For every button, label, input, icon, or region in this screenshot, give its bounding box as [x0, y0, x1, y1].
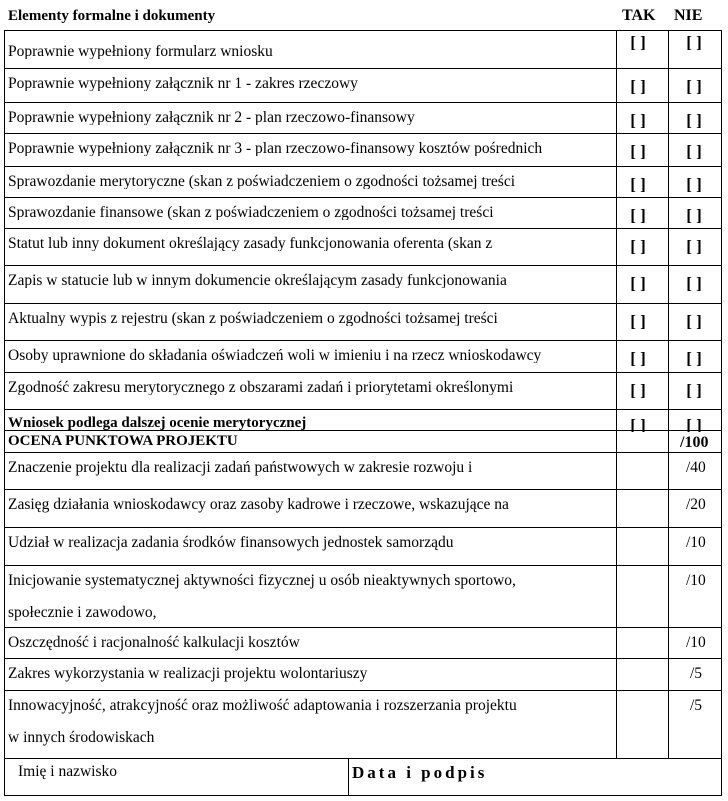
formal-item-row [4, 68, 722, 102]
formal-item-row [4, 303, 722, 340]
scoring-total: /100 [680, 434, 709, 451]
grid-line [348, 758, 349, 796]
no-checkbox[interactable]: [ ] [686, 312, 702, 331]
scoring-item-label: Znaczenie projektu dla realizacji zadań państwowych w zakresie rozwoju i [8, 459, 473, 476]
scoring-item-label-cont: społecznie i zawodowo, [8, 604, 157, 621]
scoring-item-label: Inicjowanie systematycznej aktywności fizycznej u osób nieaktywnych sportowo, [8, 572, 516, 589]
yes-checkbox[interactable]: [ ] [630, 175, 646, 194]
evaluation-form [4, 6, 722, 796]
scoring-item-row [4, 452, 722, 489]
formal-item-label: Poprawnie wypełniony załącznik nr 3 - plan rzeczowo-finansowy kosztów pośrednich [8, 140, 543, 156]
scoring-item-label: Oszczędność i racjonalność kalkulacji kosztów [8, 634, 300, 651]
no-checkbox[interactable]: [ ] [686, 349, 702, 368]
no-checkbox[interactable]: [ ] [686, 206, 702, 225]
formal-item-row [4, 265, 722, 303]
scoring-item-label: Innowacyjność, atrakcyjność oraz możliwość adaptowania i rozszerzania projektu [8, 697, 517, 714]
no-checkbox[interactable]: [ ] [686, 175, 702, 194]
scoring-item-points: /10 [686, 634, 706, 651]
formal-item-row [4, 133, 722, 166]
yes-checkbox[interactable]: [ ] [630, 237, 646, 256]
signature-row [4, 758, 722, 796]
formal-item-row [4, 372, 722, 409]
scoring-item-row [4, 527, 722, 565]
scoring-item-row [4, 658, 722, 690]
scoring-item-points: /10 [686, 572, 706, 589]
yes-checkbox[interactable]: [ ] [630, 274, 646, 293]
scoring-item-label: Zakres wykorzystania w realizacji projektu wolontariuszy [8, 665, 368, 682]
yes-checkbox[interactable]: [ ] [630, 381, 646, 400]
no-checkbox[interactable]: [ ] [686, 237, 702, 256]
no-checkbox[interactable]: [ ] [686, 142, 702, 161]
formal-item-label: Statut lub inny dokument określający zasady funkcjonowania oferenta (skan z [8, 235, 493, 251]
yes-checkbox[interactable]: [ ] [630, 111, 646, 130]
col-yes-header: TAK [622, 7, 656, 24]
scoring-item-row [4, 627, 722, 658]
scoring-item-row [4, 489, 722, 527]
grid-line [4, 795, 722, 796]
formal-item-row [4, 228, 722, 265]
yes-checkbox[interactable]: [ ] [630, 77, 646, 96]
formal-item-label: Sprawozdanie merytoryczne (skan z poświadczeniem o zgodności tożsamej treści [8, 173, 516, 189]
no-checkbox[interactable]: [ ] [686, 381, 702, 400]
formal-item-row [4, 340, 722, 372]
formal-item-label: Poprawnie wypełniony załącznik nr 2 - plan rzeczowo-finansowy [8, 109, 415, 125]
formal-item-label: Poprawnie wypełniony formularz wniosku [8, 43, 273, 59]
no-checkbox[interactable]: [ ] [686, 416, 702, 432]
scoring-item-points: /5 [690, 697, 703, 714]
yes-checkbox[interactable]: [ ] [630, 142, 646, 161]
final-decision-label: Wniosek podlega dalszej ocenie merytorycznej [8, 415, 307, 430]
scoring-item-label-cont: w innych środowiskach [8, 729, 155, 746]
col-no-header: NIE [674, 7, 703, 24]
yes-checkbox[interactable]: [ ] [630, 416, 646, 432]
yes-checkbox[interactable]: [ ] [630, 312, 646, 331]
scoring-item-row [4, 690, 722, 758]
scoring-header-row [4, 430, 722, 452]
scoring-item-label: Udział w realizacja zadania środków finansowych jednostek samorządu [8, 534, 454, 551]
no-checkbox[interactable]: [ ] [686, 274, 702, 293]
no-checkbox[interactable]: [ ] [686, 111, 702, 130]
yes-checkbox[interactable]: [ ] [630, 33, 646, 52]
formal-item-row [4, 197, 722, 228]
scoring-header: OCENA PUNKTOWA PROJEKTU [8, 433, 238, 449]
scoring-item-points: /40 [686, 459, 706, 476]
no-checkbox[interactable]: [ ] [686, 77, 702, 96]
grid-line [616, 30, 617, 758]
grid-line [668, 30, 669, 758]
formal-item-label: Poprawnie wypełniony załącznik nr 1 - zakres rzeczowy [8, 75, 358, 91]
formal-item-row [4, 30, 722, 68]
scoring-item-points: /20 [686, 496, 706, 513]
formal-item-label: Sprawozdanie finansowe (skan z poświadczeniem o zgodności tożsamej treści [8, 204, 494, 220]
scoring-item-label: Zasięg działania wnioskodawcy oraz zasoby kadrowe i rzeczowe, wskazujące na [8, 496, 509, 513]
formal-item-label: Osoby uprawnione do składania oświadczeń woli w imieniu i na rzecz wnioskodawcy [8, 347, 542, 363]
scoring-item-row [4, 565, 722, 627]
no-checkbox[interactable]: [ ] [686, 33, 702, 52]
yes-checkbox[interactable]: [ ] [630, 206, 646, 225]
formal-item-label: Zapis w statucie lub w innym dokumencie określającym zasady funkcjonowania [8, 272, 507, 288]
formal-item-label: Zgodność zakresu merytorycznego z obszarami zadań i priorytetami określonymi [8, 379, 514, 395]
formal-item-label: Aktualny wypis z rejestru (skan z poświadczeniem o zgodności tożsamej treści [8, 310, 498, 326]
grid-line [4, 30, 5, 796]
grid-line [721, 30, 722, 796]
formal-item-row [4, 166, 722, 197]
name-label: Imię i nazwisko [18, 763, 118, 780]
yes-checkbox[interactable]: [ ] [630, 349, 646, 368]
formal-item-row [4, 102, 722, 133]
scoring-item-points: /10 [686, 534, 706, 551]
date-signature-label: Data i podpis [352, 763, 488, 782]
formal-header: Elementy formalne i dokumenty [8, 8, 216, 24]
scoring-item-points: /5 [690, 665, 703, 682]
